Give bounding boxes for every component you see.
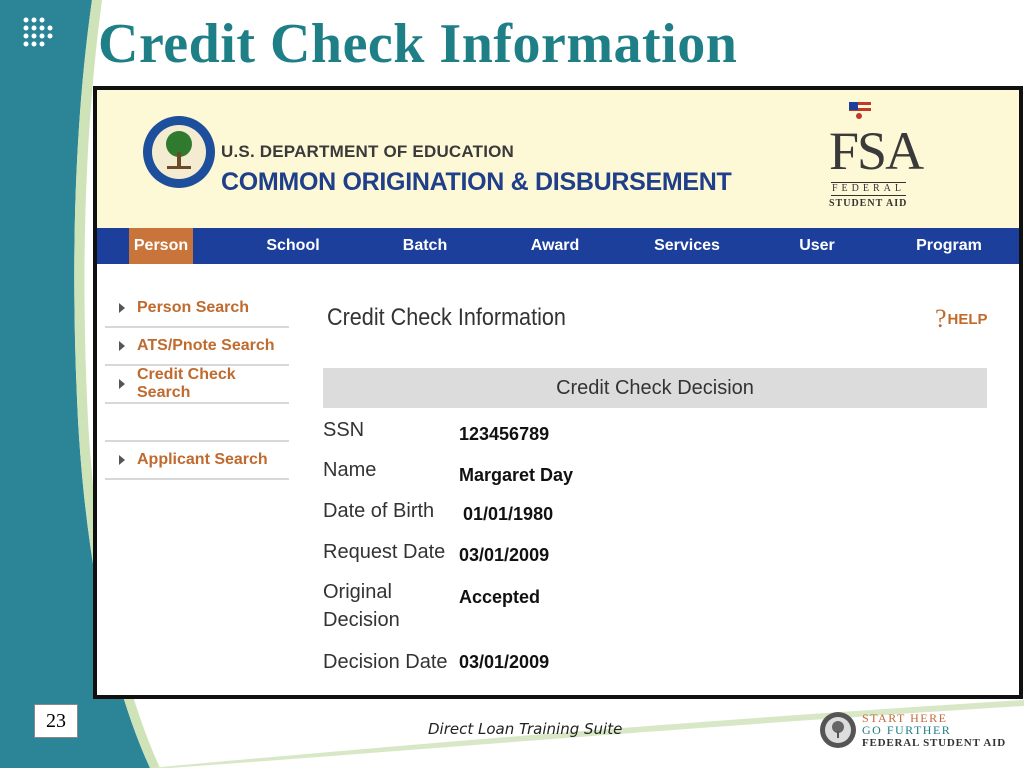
page-number: 23 [34,704,78,738]
fsa-logo [819,98,923,216]
field-label-request-date: Request Date [323,541,446,563]
sidebar-item-label: Applicant Search [137,451,268,468]
field-label-ssn: SSN [323,419,365,441]
field-value-dob: 01/01/1980 [463,504,554,524]
triangle-right-icon [119,303,125,313]
fsa-student-aid: STUDENT AID [829,198,908,209]
field-value-ssn: 123456789 [459,424,550,444]
dots-arrow-icon [22,16,58,52]
field-value-request-date: 03/01/2009 [459,545,550,565]
triangle-right-icon [119,341,125,351]
main-nav [97,228,1019,264]
field-value-name: Margaret Day [459,465,574,485]
system-name: COMMON ORIGINATION & DISBURSEMENT [221,168,732,196]
nav-tab-services[interactable]: Services [654,237,720,254]
department-seal-icon [818,710,858,750]
sidebar-item-person-search[interactable] [105,290,289,328]
nav-tab-batch[interactable]: Batch [402,237,448,254]
question-mark-icon: ? [935,304,947,333]
nav-tab-user[interactable]: User [799,237,835,254]
sidebar-item-applicant-search[interactable] [105,442,289,480]
flag-icon [845,98,875,120]
help-link[interactable] [935,304,988,334]
sidebar-item-label: ATS/Pnote Search [137,337,275,354]
department-seal-icon [141,104,217,200]
sidebar [105,290,289,480]
footer-text: Direct Loan Training Suite [428,720,623,738]
help-label: HELP [947,310,988,328]
sidebar-item-ats-pnote-search[interactable] [105,328,289,366]
field-label-dob: Date of Birth [323,500,435,522]
app-screenshot [93,86,1023,699]
fsa-federal: FEDERAL [832,183,905,194]
nav-tab-program[interactable]: Program [916,237,982,254]
sidebar-item-label: Person Search [137,299,250,316]
field-label-decision-date: Decision Date [323,651,448,673]
section-header: Credit Check Decision [323,368,987,408]
page-heading: Credit Check Information [327,304,566,331]
sidebar-item-label: Credit Check Search [137,366,236,401]
nav-tab-person[interactable]: Person [129,228,193,264]
footer-logo-text [862,712,1006,750]
sidebar-divider [105,404,289,442]
fsa-letters: FSA [829,121,923,181]
slide-title: Credit Check Information [98,13,738,75]
fsa-footer-logo [818,708,1018,754]
field-value-decision-date: 03/01/2009 [459,652,550,672]
field-value-original-decision: Accepted [459,587,541,607]
nav-tab-school[interactable]: School [266,237,320,254]
field-label-original-decision: Original Decision [323,581,400,631]
footer-logo-line2: GO FURTHER [862,723,952,737]
triangle-right-icon [119,379,125,389]
footer-logo-line3: FEDERAL STUDENT AID [862,737,1006,749]
nav-tab-award[interactable]: Award [530,237,580,254]
sidebar-item-credit-check-search[interactable] [105,366,289,404]
field-label-name: Name [323,459,377,481]
app-header [97,90,1019,228]
department-name: U.S. DEPARTMENT OF EDUCATION [221,142,515,161]
footer-logo-line1: START HERE [862,711,948,725]
triangle-right-icon [119,455,125,465]
